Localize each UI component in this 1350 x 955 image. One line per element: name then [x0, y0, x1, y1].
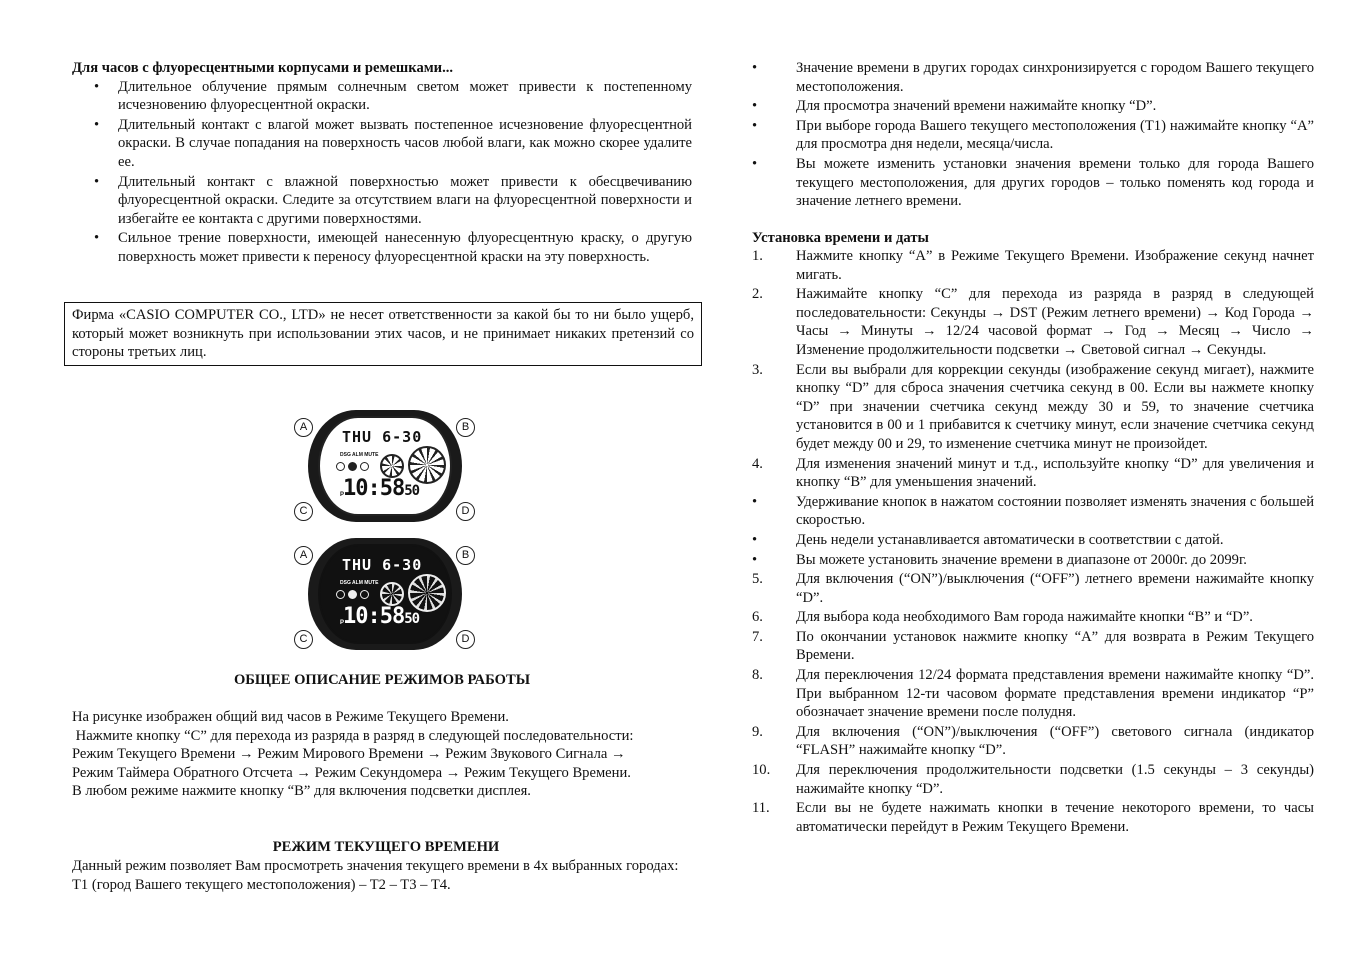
list-item: 8. Для переключения 12/24 формата представления времени нажимайте кнопку “D”. При выбранном 12-ти часовом формате представления времени индикатор “P” обозначает значение времени после полудня.	[752, 667, 1314, 721]
watch-illustrations	[290, 410, 480, 666]
indicator-dot-icon	[348, 590, 357, 599]
list-item: • Длительное облучение прямым солнечным светом может привести к постепенному исчезновению флуоресцентной окраски.	[94, 78, 692, 114]
watch-day-date: THU 6-30	[342, 428, 423, 446]
list-item: • Вы можете изменить установки значения времени только для города Вашего текущего местоположения, для других городов – только поменять код города и значение летнего времени.	[752, 155, 1314, 210]
list-item: 6. Для выбора кода необходимого Вам города нажимайте кнопки “B” и “D”.	[752, 609, 1253, 626]
watch-day-date: THU 6-30	[342, 556, 423, 574]
small-dial-icon	[380, 582, 404, 606]
current-time-paragraph: Данный режим позволяет Вам просмотреть значения текущего времени в 4х выбранных городах: T1 (город Вашего текущего местоположения) – T2 – T3 – T4.	[72, 858, 679, 893]
list-item: • Длительный контакт с влажной поверхностью может привести к обесцвечиванию флуоресцентной окраски. Следите за отсутствием влаги на флуоресцентной поверхности и избегайте ее контакта с другими поверхностями.	[94, 173, 692, 227]
bullet-mark: •	[94, 78, 100, 95]
bullet-mark: •	[94, 230, 100, 247]
indicator-dot-icon	[336, 590, 345, 599]
pm-indicator: P	[340, 492, 345, 498]
list-item: • Длительный контакт с влагой может вызвать постепенное исчезновение флуоресцентной окраски. В случае попадания на поверхность часов любой влаги, как можно скорее удалите ее.	[94, 116, 692, 170]
button-d-label: D	[456, 502, 475, 521]
watch-time: 10:5850	[343, 476, 420, 501]
button-c-label: C	[294, 630, 313, 649]
setting-steps	[752, 247, 1314, 837]
bullet-mark: •	[752, 60, 758, 76]
modes-heading: ОБЩЕЕ ОПИСАНИЕ РЕЖИМОВ РАБОТЫ	[233, 672, 531, 688]
bullet-mark: •	[94, 173, 100, 190]
watch-indicators: DSG ALM MUTE	[340, 452, 379, 458]
list-item: • Значение времени в других городах синхронизируется с городом Вашего текущего местоположения.	[752, 60, 1314, 95]
button-a-label: A	[294, 546, 313, 565]
list-item: 4. Для изменения значений минут и т.д., используйте кнопку “D” для увеличения и кнопку “B” для уменьшения значений.	[752, 455, 1314, 491]
bullet-mark: •	[752, 117, 758, 134]
indicator-dot-icon	[336, 462, 345, 471]
button-c-label: C	[294, 502, 313, 521]
large-dial-icon	[408, 446, 446, 484]
bullet-mark: •	[752, 98, 758, 115]
disclaimer-box: Фирма «CASIO COMPUTER CO., LTD» не несет ответственности за какой бы то ни было ущерб, который может возникнуть при использовании этих часов, и не принимает никаких претензий со стороны третьих лиц.	[64, 302, 702, 366]
world-time-bullets	[752, 59, 1314, 212]
list-item: 3. Если вы выбрали для коррекции секунды (изображение секунд мигает), нажмите кнопку “D” для сброса значения счетчика секунд в 00. Если вы нажмете кнопку “D” при значении счетчика секунд между 30 и 59, то значение счетчика установится в 00 и 1 прибавится к счетчику минут, если значение счетчика секунд будет между 00 и 29, то изменение счетчика минут не произойдет.	[752, 361, 1314, 452]
list-item: 1. Нажмите кнопку “A” в Режиме Текущего Времени. Изображение секунд начнет мигать.	[752, 248, 1314, 283]
list-item: 9. Для включения (“ON”)/выключения (“OFF”) светового сигнала (индикатор “FLASH” нажимайте кнопку “D”.	[752, 723, 1314, 759]
large-dial-icon	[408, 574, 446, 612]
bullet-mark: •	[752, 155, 758, 172]
pm-indicator: P	[340, 620, 345, 626]
button-b-label: B	[456, 546, 475, 565]
fluor-bullet-list	[72, 78, 692, 267]
watch-dark	[290, 538, 480, 650]
modes-paragraph: На рисунке изображен общий вид часов в Режиме Текущего Времени. Нажмите кнопку “C” для перехода из разряда в разряд в следующей последовательности: Режим Текущего Времени → Режим Мирового Времени → Режим Звукового Сигнала → Режим Таймера Обратного Отсчета → Режим Секундомера → Режим Текущего Времени. В любом режиме нажмите кнопку “B” для включения подсветки дисплея.	[72, 709, 634, 800]
list-item: • При выборе города Вашего текущего местоположения (T1) нажимайте кнопку “A” для просмотра дня недели, месяца/числа.	[752, 117, 1314, 153]
indicator-dot-icon	[360, 590, 369, 599]
button-b-label: B	[456, 418, 475, 437]
indicator-dot-icon	[360, 462, 369, 471]
watch-time: 10:5850	[343, 604, 420, 629]
list-item: • Для просмотра значений времени нажимайте кнопку “D”.	[752, 98, 1157, 115]
list-item: 7. По окончании установок нажмите кнопку “A” для возврата в Режим Текущего Времени.	[752, 628, 1314, 664]
bullet-mark: •	[94, 116, 100, 133]
fluor-section	[72, 59, 692, 268]
watch-light	[290, 410, 480, 522]
current-time-heading: РЕЖИМ ТЕКУЩЕГО ВРЕМЕНИ	[272, 839, 500, 855]
fluor-heading: Для часов с флуоресцентными корпусами и ремешками...	[72, 60, 454, 76]
list-item: 11. Если вы не будете нажимать кнопки в течение некоторого времени, то часы автоматически перейдут в Режим Текущего Времени.	[752, 800, 1314, 835]
list-item: 5. Для включения (“ON”)/выключения (“OFF”) летнего времени нажимайте кнопку “D”.	[752, 571, 1314, 606]
indicator-dot-icon	[348, 462, 357, 471]
list-item: • День недели устанавливается автоматически в соответствии с датой.	[752, 531, 1224, 548]
list-item: • Удерживание кнопок в нажатом состоянии позволяет изменять значения с большей скоростью.	[752, 493, 1314, 529]
small-dial-icon	[380, 454, 404, 478]
button-a-label: A	[294, 418, 313, 437]
list-item: 10. Для переключения продолжительности подсветки (1.5 секунды – 3 секунды) нажимайте кнопку “D”.	[752, 762, 1314, 797]
list-item: 2. Нажимайте кнопку “C” для перехода из разряда в разряд в следующей последовательности: Секунды → DST (Режим летнего времени) → Код Города → Часы → Минуты → 12/24 часовой формат → Год → Месяц → Число → Изменение продолжительности подсветки → Световой сигнал → Секунды.	[752, 286, 1314, 358]
watch-indicators: DSG ALM MUTE	[340, 580, 379, 586]
setting-heading: Установка времени и даты	[752, 230, 929, 246]
list-item: • Вы можете установить значение времени в диапазоне от 2000г. до 2099г.	[752, 551, 1247, 568]
list-item: • Сильное трение поверхности, имеющей нанесенную флуоресцентную краску, о другую поверхность может привести к переносу флуоресцентной краски на эту поверхность.	[94, 230, 692, 265]
button-d-label: D	[456, 630, 475, 649]
